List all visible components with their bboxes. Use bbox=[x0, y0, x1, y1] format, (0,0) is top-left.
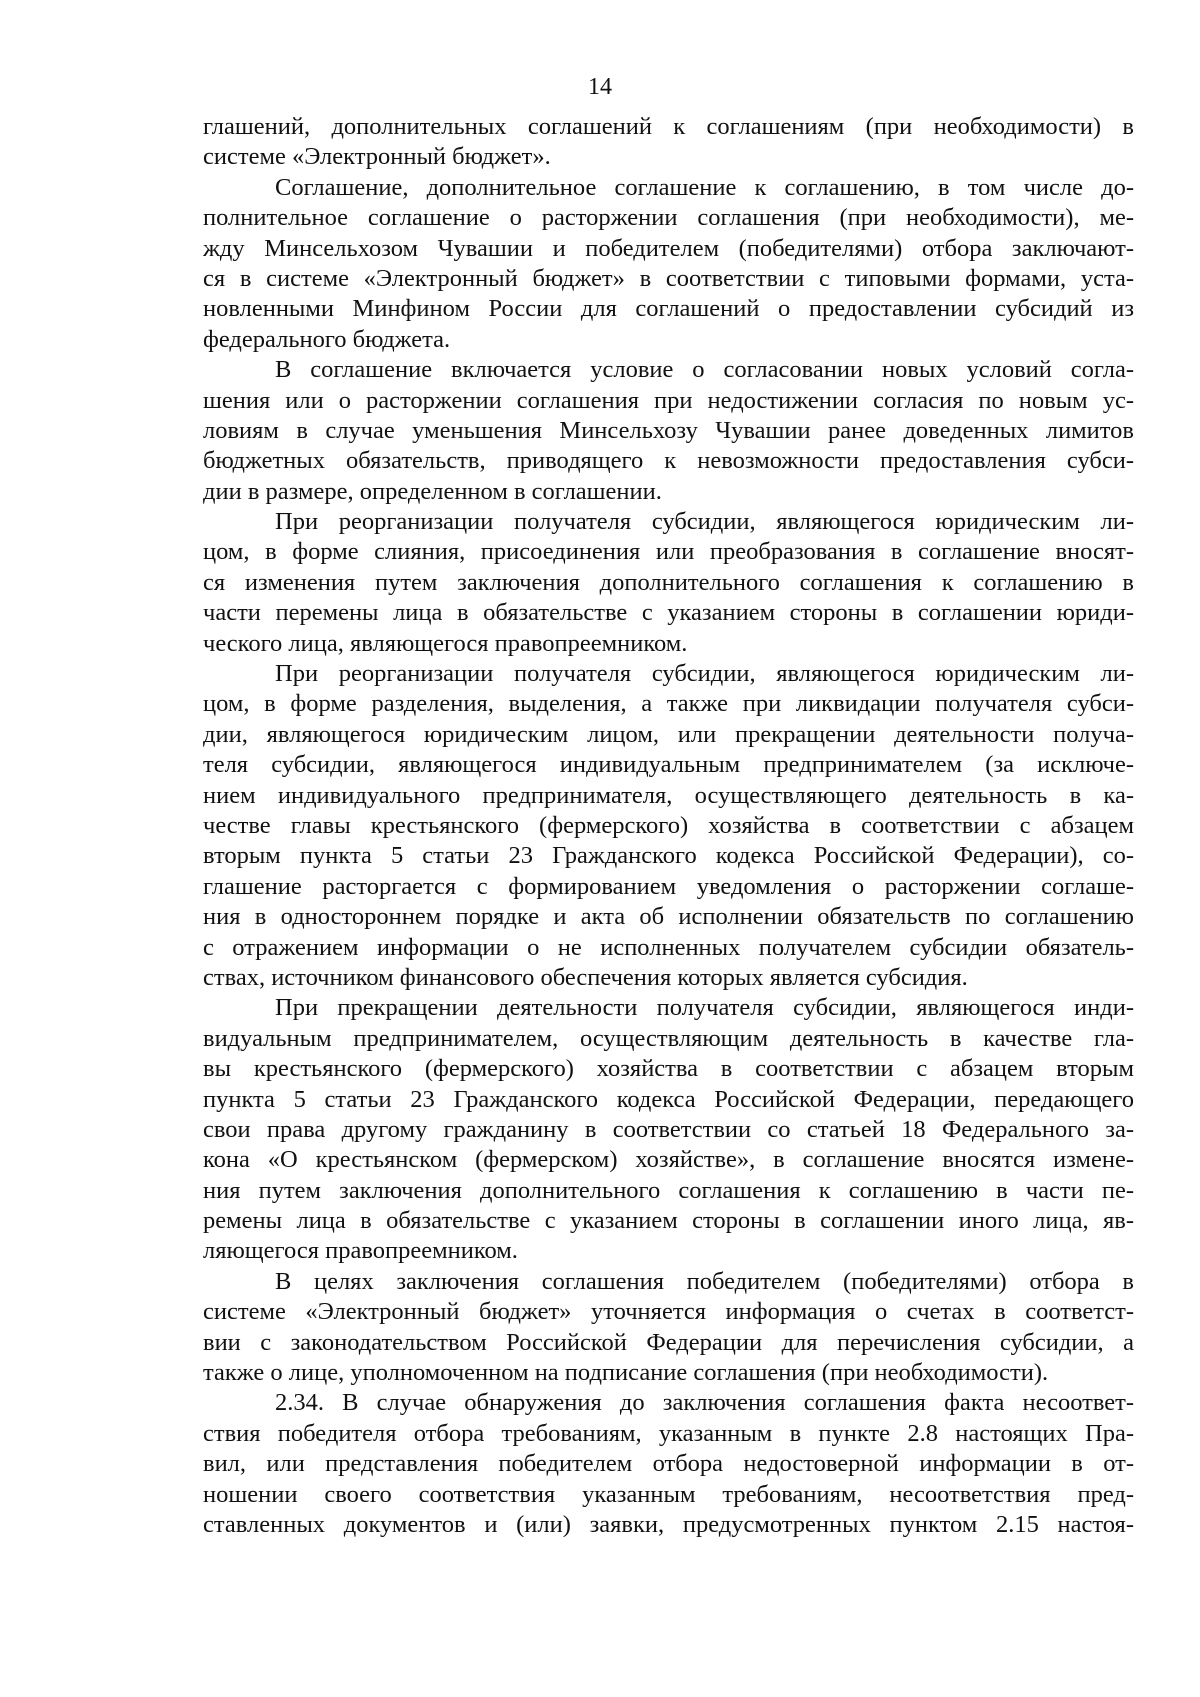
text-line: с отражением информации о не исполненных получателем субсидии обязатель- bbox=[203, 933, 1134, 961]
text-line: дии, являющегося юридическим лицом, или прекращении деятельности получа- bbox=[203, 720, 1134, 748]
text-line: бюджетных обязательств, приводящего к невозможности предоставления субси- bbox=[203, 447, 1134, 475]
paragraph bbox=[203, 1388, 1134, 1540]
text-line: вии с законодательством Российской Федерации для перечисления субсидии, а bbox=[203, 1328, 1134, 1356]
text-line: ловиям в случае уменьшения Минсельхозу Чувашии ранее доведенных лимитов bbox=[203, 416, 1134, 444]
text-line: системе «Электронный бюджет» уточняется информация о счетах в соответст- bbox=[203, 1298, 1134, 1326]
text-line: части перемены лица в обязательстве с указанием стороны в соглашении юриди- bbox=[203, 599, 1134, 627]
paragraph bbox=[203, 173, 1134, 355]
text-line: честве главы крестьянского (фермерского) хозяйства в соответствии с абзацем bbox=[203, 811, 1134, 839]
text-line: При реорганизации получателя субсидии, являющегося юридическим ли- bbox=[275, 508, 1134, 536]
text-line: новленными Минфином России для соглашений о предоставлении субсидий из bbox=[203, 295, 1134, 323]
text-line: ния путем заключения дополнительного соглашения к соглашению в части пе- bbox=[203, 1176, 1134, 1204]
text-line: системе «Электронный бюджет». bbox=[203, 143, 551, 171]
text-line: глашение расторгается с формированием уведомления о расторжении соглаше- bbox=[203, 872, 1134, 900]
text-line: ношении своего соответствия указанным требованиям, несоответствия пред- bbox=[203, 1480, 1134, 1508]
text-line: В соглашение включается условие о согласовании новых условий согла- bbox=[275, 356, 1134, 384]
paragraph bbox=[203, 1267, 1134, 1389]
text-line: 2.34. В случае обнаружения до заключения соглашения факта несоответ- bbox=[275, 1389, 1134, 1417]
text-line: ния в одностороннем порядке и акта об исполнении обязательств по соглашению bbox=[203, 903, 1134, 931]
paragraph bbox=[203, 507, 1134, 659]
text-line: ствия победителя отбора требованиям, указанным в пункте 2.8 настоящих Пра- bbox=[203, 1419, 1134, 1447]
paragraph bbox=[203, 659, 1134, 993]
text-line: ся в системе «Электронный бюджет» в соответствии с типовыми формами, уста- bbox=[203, 264, 1134, 292]
paragraph bbox=[203, 355, 1134, 507]
text-line: При прекращении деятельности получателя субсидии, являющегося инди- bbox=[275, 994, 1134, 1022]
text-line: В целях заключения соглашения победителем (победителями) отбора в bbox=[275, 1267, 1134, 1295]
paragraph bbox=[203, 993, 1134, 1267]
text-line: вторым пункта 5 статьи 23 Гражданского кодекса Российской Федерации), со- bbox=[203, 842, 1134, 870]
text-line: ствах, источником финансового обеспечения которых является субсидия. bbox=[203, 963, 968, 991]
text-line: кона «О крестьянском (фермерском) хозяйстве», в соглашение вносятся измене- bbox=[203, 1146, 1134, 1174]
text-line: Соглашение, дополнительное соглашение к соглашению, в том числе до- bbox=[275, 173, 1134, 201]
text-line: дии в размере, определенном в соглашении. bbox=[203, 477, 662, 505]
document-body bbox=[203, 112, 1134, 1540]
text-line: цом, в форме разделения, выделения, а также при ликвидации получателя субси- bbox=[203, 690, 1134, 718]
text-line: нием индивидуального предпринимателя, осуществляющего деятельность в ка- bbox=[203, 781, 1134, 809]
text-line: ремены лица в обязательстве с указанием стороны в соглашении иного лица, яв- bbox=[203, 1207, 1134, 1235]
text-line: федерального бюджета. bbox=[203, 325, 451, 353]
text-line: ляющегося правопреемником. bbox=[203, 1237, 518, 1265]
text-line: ческого лица, являющегося правопреемником. bbox=[203, 629, 688, 657]
text-line: шения или о расторжении соглашения при недостижении согласия по новым ус- bbox=[203, 386, 1134, 414]
text-line: цом, в форме слияния, присоединения или преобразования в соглашение вносят- bbox=[203, 538, 1134, 566]
text-line: глашений, дополнительных соглашений к соглашениям (при необходимости) в bbox=[203, 113, 1134, 140]
text-line: вы крестьянского (фермерского) хозяйства в соответствии с абзацем вторым bbox=[203, 1055, 1134, 1083]
text-line: ся изменения путем заключения дополнительного соглашения к соглашению в bbox=[203, 568, 1134, 596]
text-line: При реорганизации получателя субсидии, являющегося юридическим ли- bbox=[275, 660, 1134, 688]
text-line: жду Минсельхозом Чувашии и победителем (победителями) отбора заключают- bbox=[203, 234, 1134, 262]
page-number: 14 bbox=[588, 74, 612, 100]
text-line: также о лице, уполномоченном на подписание соглашения (при необходимости). bbox=[203, 1359, 1049, 1387]
text-line: теля субсидии, являющегося индивидуальным предпринимателем (за исключе- bbox=[203, 751, 1134, 779]
text-line: видуальным предпринимателем, осуществляющим деятельность в качестве гла- bbox=[203, 1024, 1134, 1052]
text-line: пункта 5 статьи 23 Гражданского кодекса Российской Федерации, передающего bbox=[203, 1085, 1134, 1113]
text-line: ставленных документов и (или) заявки, предусмотренных пунктом 2.15 настоя- bbox=[203, 1510, 1134, 1538]
paragraph bbox=[203, 112, 1134, 173]
text-line: полнительное соглашение о расторжении соглашения (при необходимости), ме- bbox=[203, 204, 1134, 232]
text-line: свои права другому гражданину в соответствии со статьей 18 Федерального за- bbox=[203, 1115, 1134, 1143]
text-line: вил, или представления победителем отбора недостоверной информации в от- bbox=[203, 1450, 1134, 1478]
